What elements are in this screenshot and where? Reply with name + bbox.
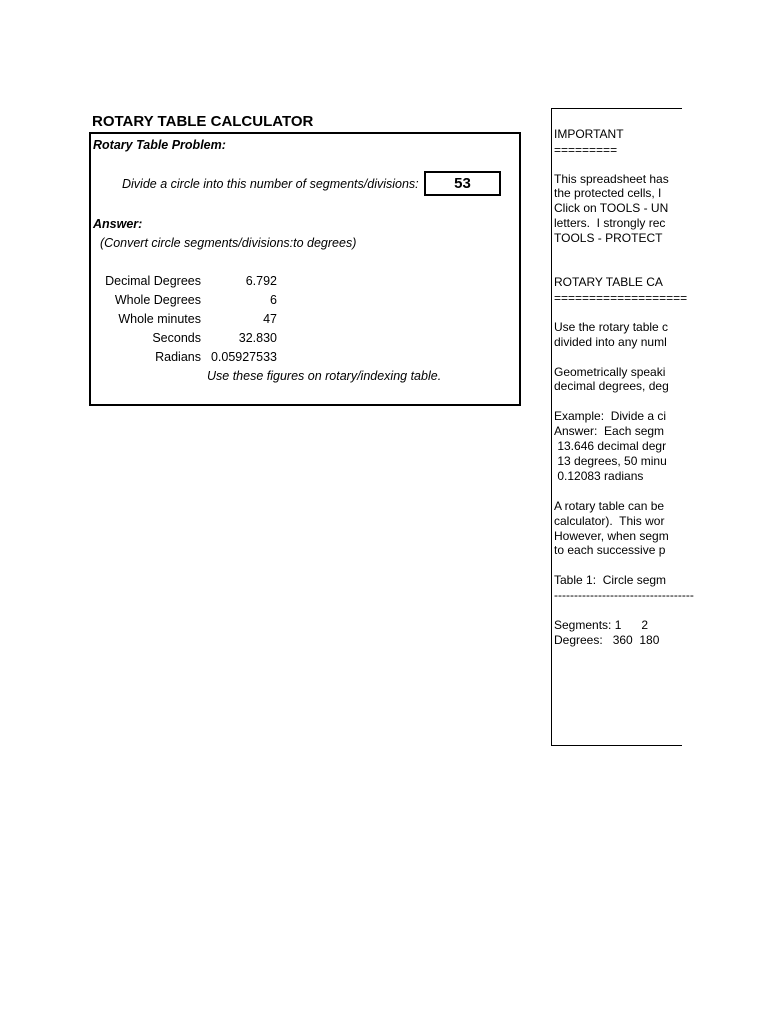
notes-line: ========= <box>554 143 618 157</box>
notes-line: A rotary table can be <box>554 499 665 513</box>
radians-label: Radians <box>155 350 201 364</box>
notes-line: =================== <box>554 291 688 305</box>
notes-line: Click on TOOLS - UN <box>554 201 669 215</box>
notes-line: 0.12083 radians <box>554 469 644 483</box>
notes-line: Geometrically speaki <box>554 365 666 379</box>
notes-line: ROTARY TABLE CA <box>554 275 663 289</box>
notes-line: to each successive p <box>554 543 666 557</box>
usage-note: Use these figures on rotary/indexing table. <box>207 369 442 383</box>
notes-line: Example: Divide a ci <box>554 409 667 423</box>
decimal-degrees-label: Decimal Degrees <box>105 274 201 288</box>
answer-heading: Answer: <box>93 217 143 231</box>
decimal-degrees-value: 6.792 <box>245 274 277 288</box>
notes-line: IMPORTANT <box>554 127 624 141</box>
whole-degrees-label: Whole Degrees <box>114 293 201 307</box>
notes-line: 13.646 decimal degr <box>554 439 667 453</box>
page-title: ROTARY TABLE CALCULATOR <box>92 113 314 130</box>
notes-line: Table 1: Circle segm <box>554 573 667 587</box>
notes-line: This spreadsheet has <box>554 172 669 186</box>
notes-line: TOOLS - PROTECT <box>554 231 663 245</box>
notes-line: ----------------------------------- <box>554 588 694 602</box>
segments-prompt: Divide a circle into this number of segments/divisions: <box>122 177 419 191</box>
notes-line: Segments: 1 2 <box>554 618 649 632</box>
notes-clip <box>552 109 694 745</box>
notes-line: decimal degrees, deg <box>554 379 669 393</box>
seconds-value: 32.830 <box>238 331 277 345</box>
notes-line: Answer: Each segm <box>554 424 665 438</box>
notes-line: letters. I strongly rec <box>554 216 666 230</box>
notes-line: the protected cells, I <box>554 186 662 200</box>
notes-line: 13 degrees, 50 minu <box>554 454 667 468</box>
notes-line: calculator). This wor <box>554 514 665 528</box>
notes-line: divided into any numl <box>554 335 667 349</box>
radians-value: 0.05927533 <box>210 350 277 364</box>
notes-panel <box>551 108 694 746</box>
notes-line: Degrees: 360 180 <box>554 633 660 647</box>
whole-minutes-value: 47 <box>263 312 277 326</box>
notes-line: Use the rotary table c <box>554 320 669 334</box>
problem-heading: Rotary Table Problem: <box>93 138 226 152</box>
whole-minutes-label: Whole minutes <box>118 312 201 326</box>
seconds-label: Seconds <box>152 331 201 345</box>
segments-input[interactable]: 53 <box>424 171 501 196</box>
answer-subheading: (Convert circle segments/divisions:to degrees) <box>100 236 357 250</box>
notes-line: However, when segm <box>554 529 669 543</box>
whole-degrees-value: 6 <box>270 293 277 307</box>
